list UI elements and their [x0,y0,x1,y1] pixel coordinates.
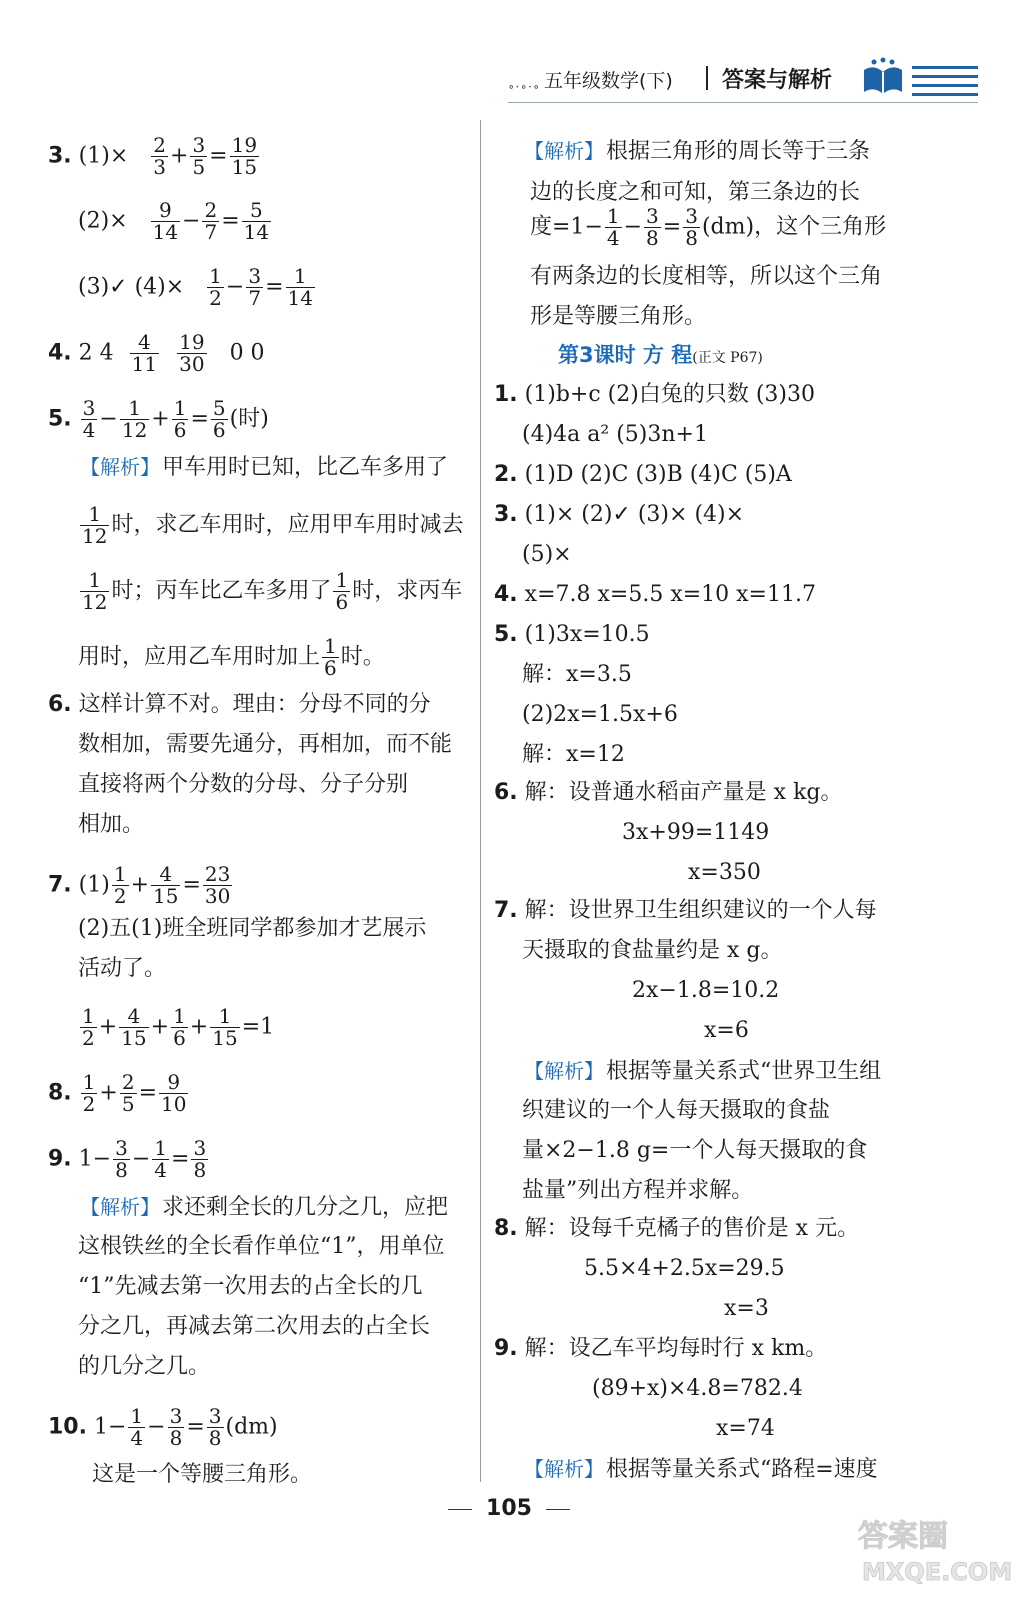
q9-analysis-3: “1”先减去第一次用去的占全长的几 [78,1274,423,1299]
r-q5-line3: (2)2x=1.5x+6 [522,702,678,727]
r-analysis-3: 度=1− $\frac{1}{4}$ − $\frac{3}{8}$ = $\frac{3}{8}$ (dm)，这个三角形 [530,204,887,250]
svg-text:MXQE.COM: MXQE.COM [862,1558,1013,1586]
q8-line: 8. $\frac{1}{2}$ + $\frac{2}{5}$ = $\frac{9}{10}$ [48,1070,187,1116]
svg-text:答案圈: 答案圈 [858,1519,948,1554]
r-q3-line1: 3. (1)× (2)✓ (3)× (4)× [494,502,745,527]
r-q9-line1: 9. 解：设乙车平均每时行 x km。 [494,1336,828,1361]
r-q5-line2: 解：x=3.5 [522,662,632,687]
q10-line2: 这是一个等腰三角形。 [92,1462,313,1487]
q7-line3: 活动了。 [78,956,167,981]
q6-line4: 相加。 [78,812,145,837]
r-analysis-1: 【解析】根据三角形的周长等于三条 [522,136,870,167]
q3-line3: (3)✓ (4)× $\frac{1}{2}$ − $\frac{3}{7}$ = $\frac{1}{14}$ [78,264,313,310]
header-lines [912,66,978,102]
q9-analysis-5: 的几分之几。 [78,1354,211,1379]
r-analysis-4: 有两条边的长度相等，所以这个三角 [530,264,883,289]
r-q7-analysis-1: 【解析】根据等量关系式“世界卫生组 [522,1056,881,1087]
q5-analysis-1: 【解析】甲车用时已知，比乙车多用了 [78,452,448,483]
r-q7-line3: 2x−1.8=10.2 [632,978,780,1003]
r-analysis-5: 形是等腰三角形。 [530,304,707,329]
r-q8-line1: 8. 解：设每千克橘子的售价是 x 元。 [494,1216,860,1241]
r-q7-line1: 7. 解：设世界卫生组织建议的一个人每 [494,898,877,923]
q7-line2: (2)五(1)班全班同学都参加才艺展示 [78,916,427,941]
q5-line: 5. $\frac{3}{4}$ − $\frac{1}{12}$ + $\frac{1}{6}$ = $\frac{5}{6}$ (时) [48,396,269,442]
q6-line3: 直接将两个分数的分母、分子分别 [78,772,409,797]
header-separator [706,66,708,90]
fraction: $\frac{1}{2}$ [209,264,222,310]
r-q6-line2: 3x+99=1149 [622,820,770,845]
q3-line2: (2)× $\frac{9}{14}$ − $\frac{2}{7}$ = $\frac{5}{14}$ [78,198,270,244]
fraction: $\frac{9}{14}$ [152,198,179,244]
fraction: $\frac{5}{14}$ [243,198,270,244]
r-q6-line1: 6. 解：设普通水稻亩产量是 x kg。 [494,780,843,805]
r-q9-analysis-1: 【解析】根据等量关系式“路程=速度 [522,1454,878,1485]
r-q6-line3: x=350 [688,860,761,885]
q6-line1: 6. 这样计算不对。理由：分母不同的分 [48,692,431,717]
page-number: 105 [486,1496,532,1521]
q4-line: 4. 2 4 $\frac{4}{11}$ $\frac{19}{30}$ 0 0 [48,330,265,376]
fraction: $\frac{4}{11}$ [131,330,158,376]
q9-analysis-2: 这根铁丝的全长看作单位“1”，用单位 [78,1234,445,1259]
r-q8-line3: x=3 [724,1296,769,1321]
q5-analysis-3: $\frac{1}{12}$ 时；丙车比乙车多用了 $\frac{1}{6}$ 时，求丙车 [82,568,463,614]
q9-analysis-4: 分之几，再减去第二次用去的占全长 [78,1314,431,1339]
watermark-logo [850,1510,1013,1590]
fraction: $\frac{2}{7}$ [204,198,218,244]
q9-analysis-1: 【解析】求还剩全长的几分之几，应把 [78,1192,448,1223]
q7-line1: 7. (1) $\frac{1}{2}$ + $\frac{4}{15}$ = $\frac{23}{30}$ [48,862,231,908]
r-q9-line2: (89+x)×4.8=782.4 [592,1376,803,1401]
analysis-tag: 【解析】 [524,1059,604,1083]
analysis-tag: 【解析】 [80,1195,160,1219]
r-q9-line3: x=74 [716,1416,775,1441]
q3-line1: 3. (1)× $\frac{2}{3}$ + $\frac{3}{5}$ = $\frac{19}{15}$ [48,133,258,179]
r-q7-analysis-4: 盐量”列出方程并求解。 [522,1178,754,1203]
r-q8-line2: 5.5×4+2.5x=29.5 [584,1256,785,1281]
fraction: $\frac{3}{5}$ [192,133,206,179]
analysis-tag: 【解析】 [524,1457,604,1481]
book-icon [860,58,906,98]
footer-dash-left [448,1509,472,1510]
q9-line: 9. 1− $\frac{3}{8}$ − $\frac{1}{4}$ = $\frac{3}{8}$ [48,1136,207,1182]
r-q2-line: 2. (1)D (2)C (3)B (4)C (5)A [494,462,792,487]
column-divider [480,120,481,1482]
header-grade: 五年级数学(下) [544,70,673,92]
q10-line: 10. 1− $\frac{1}{4}$ − $\frac{3}{8}$ = $\frac{3}{8}$ (dm) [48,1404,278,1450]
fraction: $\frac{19}{15}$ [231,133,258,179]
q7-line4: $\frac{1}{2}$ + $\frac{4}{15}$ + $\frac{1}{6}$ + $\frac{1}{15}$ =1 [82,1004,275,1050]
running-header [508,58,978,104]
lesson-heading: 第3课时 方 程(正文 P67) [558,343,763,367]
q5-analysis-2: $\frac{1}{12}$ 时，求乙车用时，应用甲车用时减去 [82,502,464,548]
fraction: $\frac{1}{14}$ [287,264,313,310]
r-q3-line2: (5)× [522,542,572,567]
header-rule [508,102,978,103]
r-q7-analysis-3: 量×2−1.8 g=一个人每天摄取的食 [522,1138,868,1163]
q6-line2: 数相加，需要先通分，再相加，而不能 [78,732,453,757]
r-q7-line4: x=6 [704,1018,749,1043]
footer-dash-right [546,1509,570,1510]
header-title: 答案与解析 [722,68,833,93]
r-q1-line2: (4)4a a² (5)3n+1 [522,422,708,447]
analysis-tag: 【解析】 [524,139,604,163]
r-analysis-2: 边的长度之和可知，第三条边的长 [530,180,861,205]
decor-dots: ∘·∘·∘ [508,80,541,95]
r-q5-line1: 5. (1)3x=10.5 [494,622,650,647]
q5-analysis-4: 用时，应用乙车用时加上 $\frac{1}{6}$ 时。 [78,634,385,680]
fraction: $\frac{3}{7}$ [248,264,262,310]
fraction: $\frac{2}{3}$ [153,133,166,179]
r-q5-line4: 解：x=12 [522,742,625,767]
r-q1-line1: 1. (1)b+c (2)白兔的只数 (3)30 [494,382,815,407]
r-q7-analysis-2: 织建议的一个人每天摄取的食盐 [522,1098,831,1123]
analysis-tag: 【解析】 [80,455,160,479]
r-q7-line2: 天摄取的食盐量约是 x g。 [522,938,783,963]
fraction: $\frac{19}{30}$ [179,330,205,376]
r-q4-line: 4. x=7.8 x=5.5 x=10 x=11.7 [494,582,816,607]
